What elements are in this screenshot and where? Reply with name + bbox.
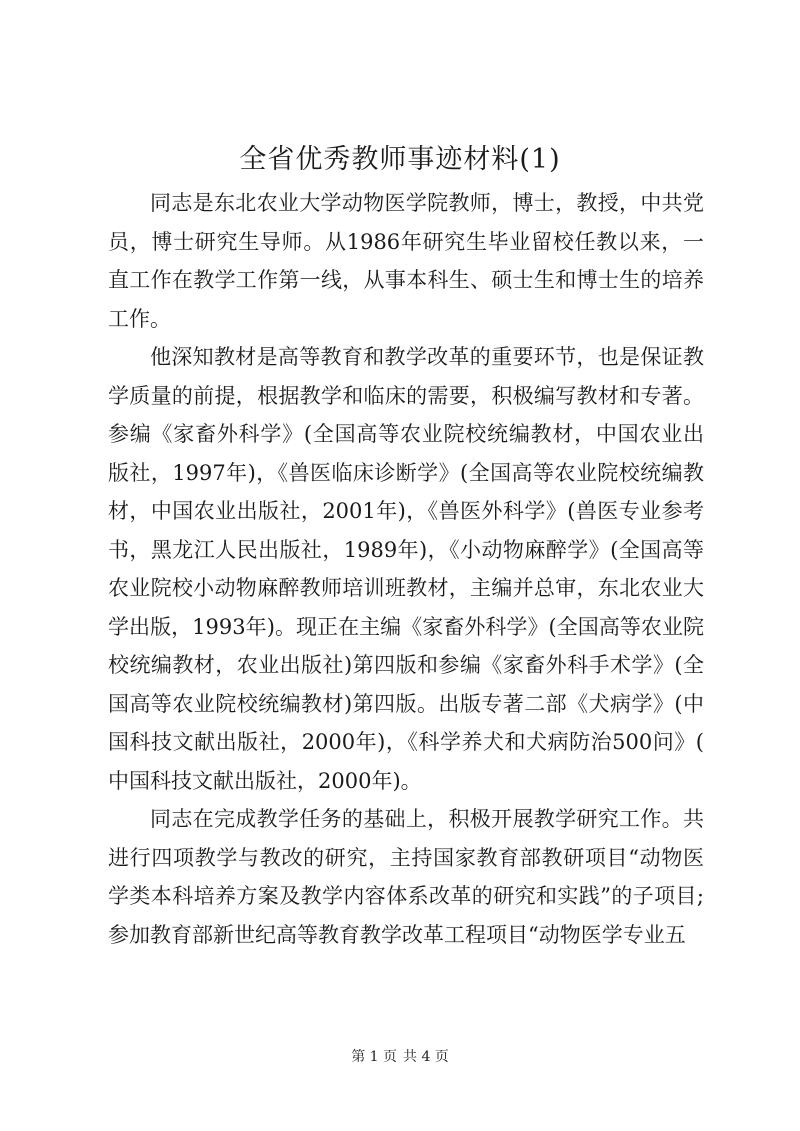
document-title: 全省优秀教师事迹材料(1) [239, 144, 561, 175]
paragraph-intro: 同志是东北农业大学动物医学院教师，博士，教授，中共党员，博士研究生导师。从1986年研究生毕业留校任教以来，一直工作在教学工作第一线，从事本科生、硕士生和博士生的培养工作。 [108, 191, 704, 331]
page-footer [0, 1047, 800, 1067]
page-number: 第 1 页 [351, 1049, 397, 1065]
paragraph-teaching-research: 同志在完成教学任务的基础上，积极开展教学研究工作。共进行四项教学与教改的研究，主持国家教育部教研项目“动物医学类本科培养方案及教学内容体系改革的研究和实践”的子项目;参加教育部新世纪高等教育教学改革工程项目“动物医学专业五 [108, 807, 704, 947]
document-body [108, 184, 704, 954]
total-pages: 共 4 页 [403, 1049, 449, 1065]
paragraph-textbooks: 他深知教材是高等教育和教学改革的重要环节，也是保证教学质量的前提，根据教学和临床的需要，积极编写教材和专著。参编《家畜外科学》(全国高等农业院校统编教材，中国农业出版社，1997年)，《兽医临床诊断学》(全国高等农业院校统编教材，中国农业出版社，2001年)，《兽医外科学》(兽医专业参考书，黑龙江人民出版社，1989年)，《小动物麻醉学》(全国高等农业院校小动物麻醉教师培训班教材，主编并总审，东北农业大学出版，1993年)。现正在主编《家畜外科学》(全国高等农业院校统编教材，农业出版社)第四版和参编《家畜外科手术学》(全国高等农业院校统编教材)第四版。出版专著二部《犬病学》(中国科技文献出版社，2000年)，《科学养犬和犬病防治500问》(中国科技文献出版社，2000年)。 [108, 345, 704, 793]
